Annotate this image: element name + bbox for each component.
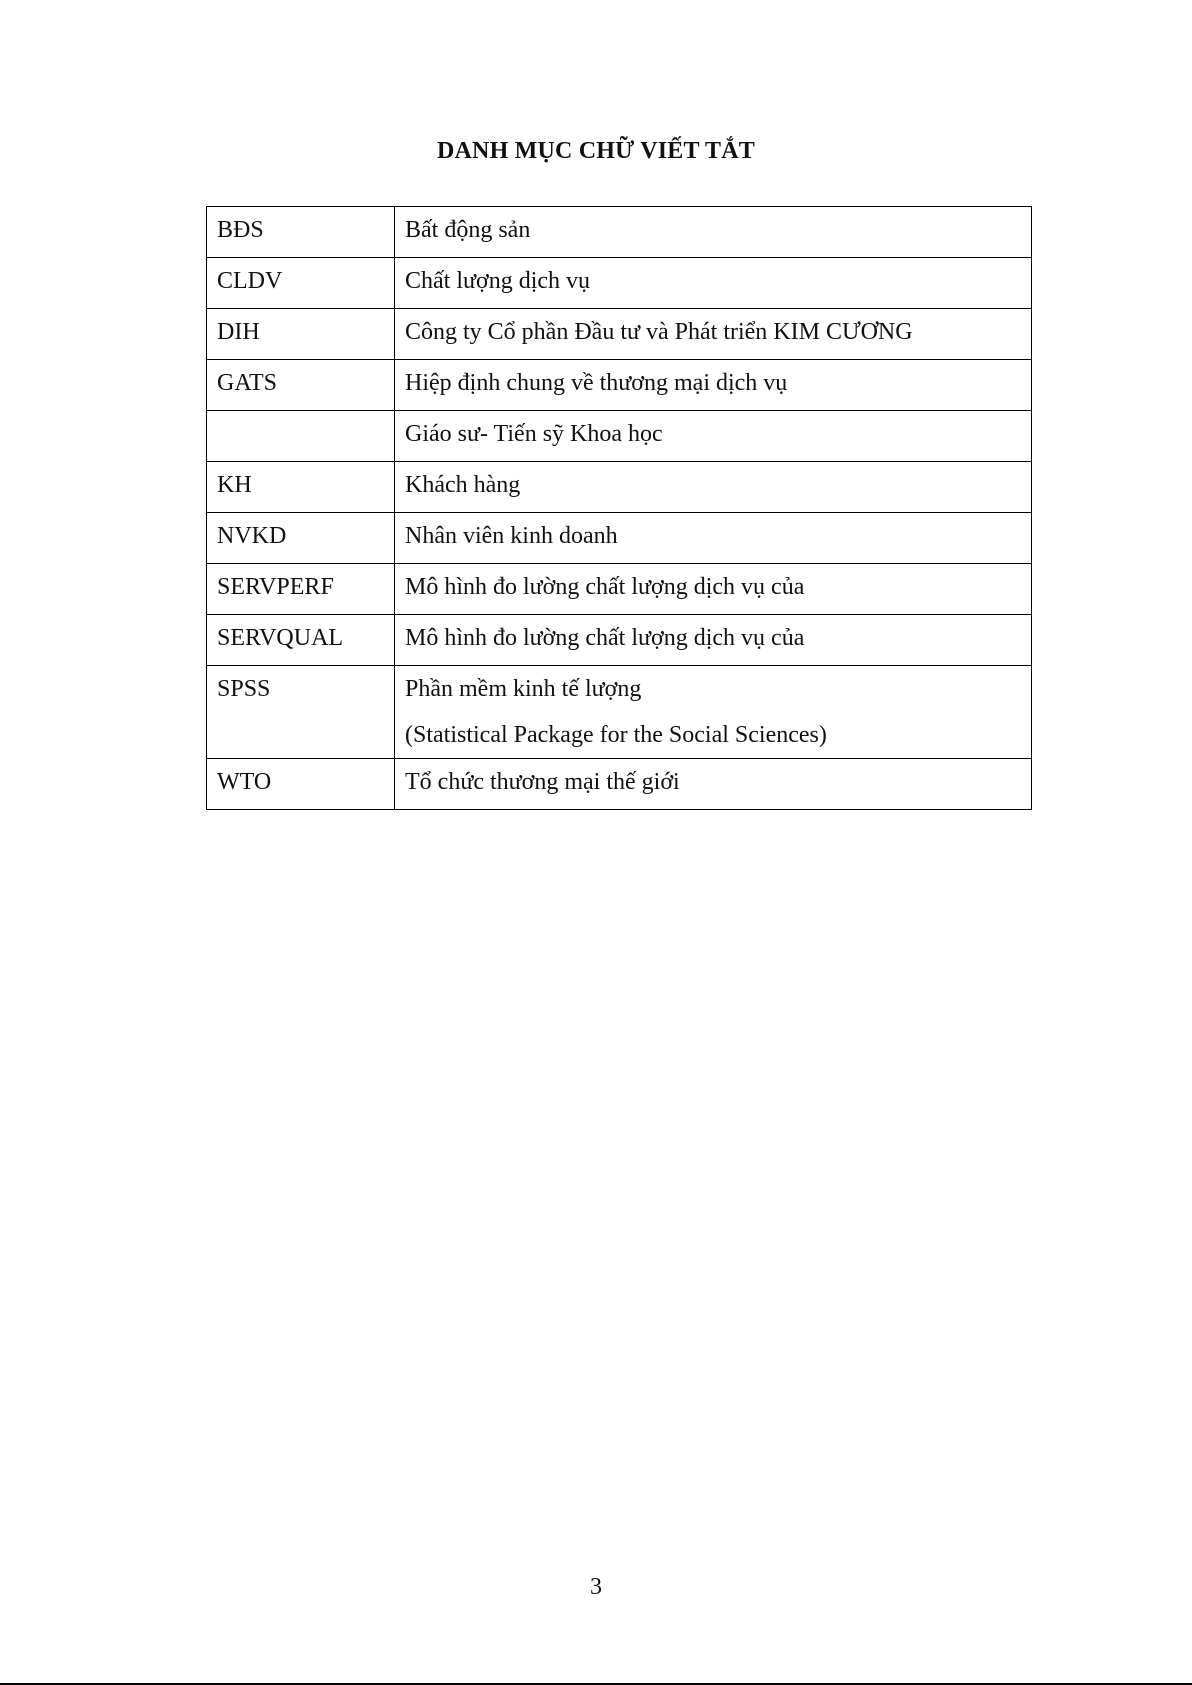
definition-text: Giáo sư- Tiến sỹ Khoa học bbox=[405, 421, 663, 447]
table-row bbox=[207, 666, 1032, 759]
abbreviation-table bbox=[206, 206, 1032, 810]
definition-text: Mô hình đo lường chất lượng dịch vụ của bbox=[405, 574, 805, 600]
definition-text: Mô hình đo lường chất lượng dịch vụ của bbox=[405, 625, 805, 651]
table-row bbox=[207, 564, 1032, 615]
abbreviation-cell bbox=[207, 411, 395, 462]
abbreviation-cell: GATS bbox=[207, 360, 395, 411]
definition-cell bbox=[395, 309, 1032, 360]
definition-cell bbox=[395, 360, 1032, 411]
definition-cell bbox=[395, 258, 1032, 309]
table-row bbox=[207, 207, 1032, 258]
table-row bbox=[207, 258, 1032, 309]
definition-cell bbox=[395, 513, 1032, 564]
table-row bbox=[207, 360, 1032, 411]
abbreviation-cell: SPSS bbox=[207, 666, 395, 759]
definition-text: Công ty Cổ phần Đầu tư và Phát triển KIM CƯƠNG bbox=[405, 319, 913, 345]
table-row bbox=[207, 309, 1032, 360]
abbreviation-cell: SERVQUAL bbox=[207, 615, 395, 666]
definition-cell bbox=[395, 462, 1032, 513]
definition-text: Chất lượng dịch vụ bbox=[405, 268, 591, 294]
table-row bbox=[207, 615, 1032, 666]
abbreviation-cell: SERVPERF bbox=[207, 564, 395, 615]
definition-cell bbox=[395, 207, 1032, 258]
definition-cell bbox=[395, 411, 1032, 462]
page-number: 3 bbox=[590, 1574, 602, 1600]
definition-text: (Statistical Package for the Social Sciences) bbox=[405, 722, 827, 748]
abbreviation-cell: NVKD bbox=[207, 513, 395, 564]
definition-cell bbox=[395, 564, 1032, 615]
table-row bbox=[207, 411, 1032, 462]
abbreviation-cell: WTO bbox=[207, 759, 395, 810]
table-row bbox=[207, 462, 1032, 513]
definition-text: Khách hàng bbox=[405, 472, 521, 498]
abbreviation-cell: DIH bbox=[207, 309, 395, 360]
definition-text: Bất động sản bbox=[405, 217, 531, 243]
definition-text: Nhân viên kinh doanh bbox=[405, 523, 618, 549]
definition-cell bbox=[395, 759, 1032, 810]
definition-text: Phần mềm kinh tế lượng bbox=[405, 676, 642, 702]
abbreviation-cell: KH bbox=[207, 462, 395, 513]
abbreviation-cell: CLDV bbox=[207, 258, 395, 309]
table-row bbox=[207, 759, 1032, 810]
definition-text: Hiệp định chung về thương mại dịch vụ bbox=[405, 370, 788, 396]
definition-cell bbox=[395, 615, 1032, 666]
abbreviation-cell: BĐS bbox=[207, 207, 395, 258]
table-row bbox=[207, 513, 1032, 564]
page-title: DANH MỤC CHỮ VIẾT TẮT bbox=[436, 138, 756, 164]
definition-text: Tổ chức thương mại thế giới bbox=[405, 769, 680, 795]
definition-cell bbox=[395, 666, 1032, 759]
